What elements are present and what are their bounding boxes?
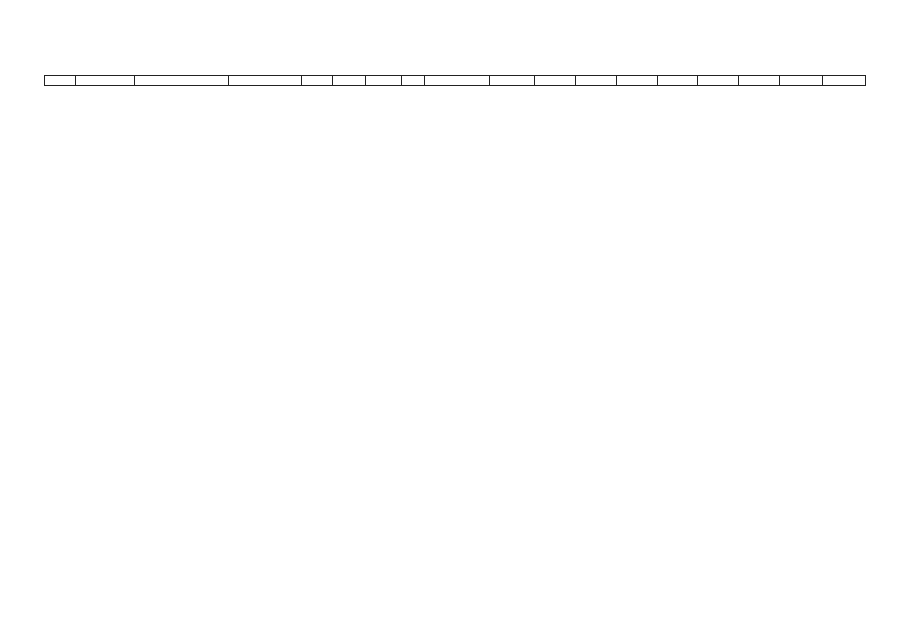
column-number-cell: [228, 76, 302, 86]
column-number-cell: [134, 76, 228, 86]
column-number-cell: [616, 76, 657, 86]
column-number-cell: [698, 76, 739, 86]
column-number-cell: [490, 76, 535, 86]
column-number-cell: [365, 76, 402, 86]
column-number-cell: [657, 76, 698, 86]
column-number-cell: [780, 76, 823, 86]
column-number-cell: [402, 76, 424, 86]
column-number-cell: [535, 76, 576, 86]
budget-table-subprogram: [44, 75, 866, 86]
column-number-cell: [302, 76, 333, 86]
column-number-row: [45, 76, 866, 86]
column-number-cell: [75, 76, 134, 86]
column-number-cell: [332, 76, 365, 86]
column-number-cell: [739, 76, 780, 86]
column-number-cell: [823, 76, 866, 86]
column-number-cell: [424, 76, 489, 86]
column-number-cell: [575, 76, 616, 86]
column-number-cell: [45, 76, 76, 86]
